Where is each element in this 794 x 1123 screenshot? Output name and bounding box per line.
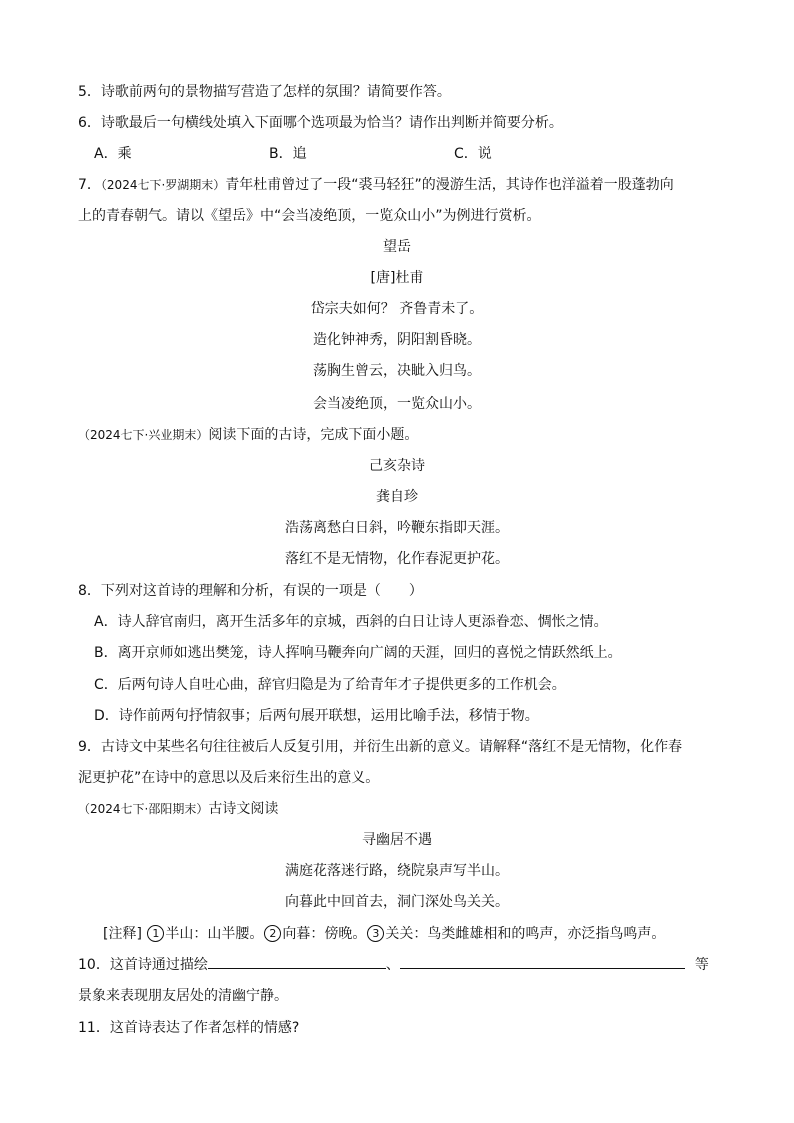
answer-blank-1[interactable]: [208, 954, 386, 969]
question-number: 6．: [78, 115, 101, 131]
option-c: C．后两句诗人自吐心曲，辞官归隐是为了给青年才子提供更多的工作机会。: [94, 677, 566, 693]
poem-title: 寻幽居不遇: [362, 832, 432, 848]
note-number-1: 1: [147, 925, 164, 942]
note-text-3: 关关：鸟类雌雄相和的鸣声，亦泛指鸟鸣声。: [385, 926, 666, 942]
annotation: [103, 923, 743, 945]
poem-line: 岱宗夫如何？ 齐鲁青未了。: [310, 301, 484, 317]
question-9: [78, 736, 718, 758]
note-number-3: 3: [367, 925, 384, 942]
question-8: [78, 580, 718, 602]
section-source: （2024七下·兴业期末）: [78, 428, 209, 442]
poem-line: 落红不是无情物，化作春泥更护花。: [285, 551, 509, 567]
question-10-line-2: 景象来表现朋友居处的清幽宁静。: [78, 988, 288, 1004]
question-text-tail: 等: [694, 957, 709, 973]
question-text-line-1: 青年杜甫曾过了一段“裘马轻狂”的漫游生活，其诗作也洋溢着一股蓬勃向: [225, 177, 674, 193]
option-b: B．离开京师如逃出樊笼，诗人挥响马鞭奔向广阔的天涯，回归的喜悦之情跃然纸上。: [94, 645, 622, 661]
question-7-line-2: 上的青春朝气。请以《望岳》中“会当凌绝顶，一览众山小”为例进行赏析。: [78, 208, 541, 224]
question-text: 下列对这首诗的理解和分析，有误的一项是（ ）: [100, 583, 423, 599]
option-b: B．追: [269, 146, 307, 162]
option-a: A．诗人辞官南归，离开生活多年的京城，西斜的白日让诗人更添眷恋、惆怅之情。: [94, 614, 608, 630]
option-d: D．诗作前两句抒情叙事；后两句展开联想，运用比喻手法，移情于物。: [94, 708, 539, 724]
question-9-line-2: 泥更护花”在诗中的意思以及后来衍生出的意义。: [78, 770, 380, 786]
question-text: 诗歌前两句的景物描写营造了怎样的氛围？请简要作答。: [100, 84, 451, 100]
question-text: 这首诗表达了作者怎样的情感?: [109, 1020, 300, 1036]
poem-title: 己亥杂诗: [369, 458, 425, 474]
poem-line: 向暮此中回首去，洞门深处鸟关关。: [285, 894, 509, 910]
section-intro: [78, 798, 718, 820]
section-instruction: 阅读下面的古诗，完成下面小题。: [208, 427, 419, 443]
section-instruction: 古诗文阅读: [208, 801, 279, 817]
note-number-2: 2: [264, 925, 281, 942]
question-number: 11．: [78, 1020, 110, 1036]
poem-line: 浩荡离愁白日斜，吟鞭东指即天涯。: [285, 520, 509, 536]
question-number: 10．: [78, 957, 110, 973]
option-c: C．说: [454, 146, 492, 162]
note-text-1: 半山：山半腰。: [165, 926, 264, 942]
poem-line: 满庭花落迷行路，绕院泉声写半山。: [285, 863, 509, 879]
annotation-label: [注释]: [103, 926, 142, 942]
question-text-line-1: 古诗文中某些名句往往被后人反复引用，并衍生出新的意义。请解释“落红不是无情物，化作春: [100, 739, 683, 755]
question-7: [78, 174, 718, 196]
option-a: A．乘: [94, 146, 132, 162]
question-number: 8．: [78, 583, 101, 599]
question-source: （2024七下·罗湖期末）: [100, 178, 226, 192]
poem-line: 荡胸生曾云，决眦入归鸟。: [313, 363, 481, 379]
question-6: [78, 112, 718, 134]
question-10: [78, 954, 718, 976]
question-text: 这首诗通过描绘: [109, 957, 208, 973]
question-5: [78, 81, 718, 103]
question-number: 7．: [78, 177, 101, 193]
section-source: （2024七下·邵阳期末）: [78, 802, 209, 816]
poem-author: 龚自珍: [376, 489, 418, 505]
question-text: 诗歌最后一句横线处填入下面哪个选项最为恰当？请作出判断并简要分析。: [100, 115, 563, 131]
question-number: 5．: [78, 84, 101, 100]
answer-blank-2[interactable]: [400, 954, 685, 969]
poem-title: 望岳: [383, 239, 411, 255]
note-text-2: 向暮：傍晚。: [282, 926, 367, 942]
poem-line: 造化钟神秀，阴阳割昏晓。: [313, 332, 481, 348]
separator: 、: [385, 957, 400, 973]
question-number: 9．: [78, 739, 101, 755]
poem-line: 会当凌绝顶，一览众山小。: [313, 396, 481, 412]
poem-author: [唐]杜甫: [370, 270, 424, 286]
question-11: [78, 1017, 718, 1039]
section-intro: [78, 424, 718, 446]
